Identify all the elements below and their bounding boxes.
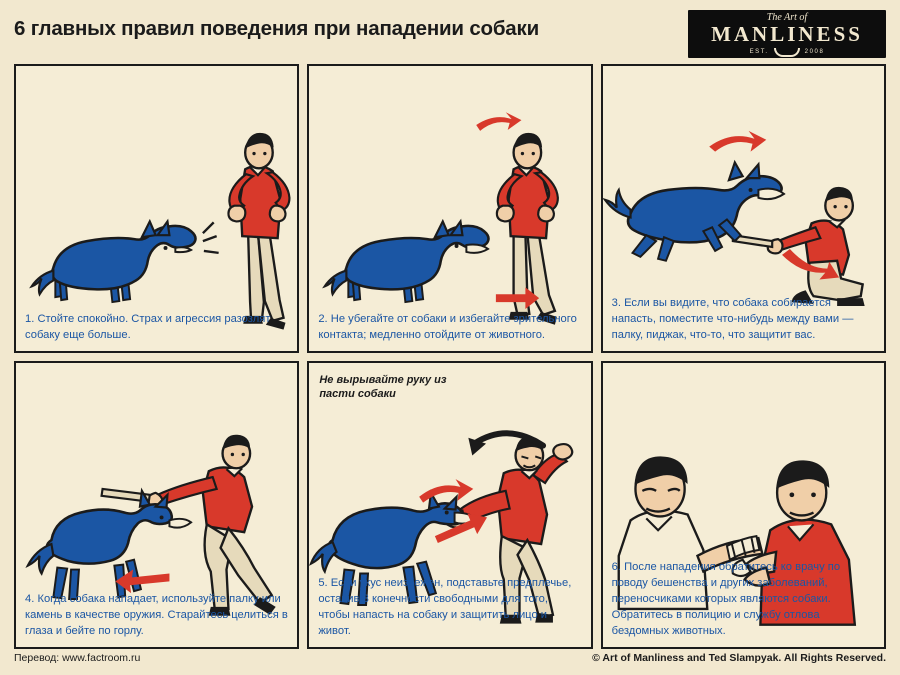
panel-1	[14, 64, 299, 353]
logo-est-text: EST.	[749, 48, 769, 55]
footer-translation-credit: Перевод: www.factroom.ru	[14, 652, 141, 664]
brand-logo	[688, 10, 886, 58]
header	[14, 10, 886, 58]
panel-4	[14, 361, 299, 650]
panel-6	[601, 361, 886, 650]
logo-main-text: MANLINESS	[711, 22, 863, 46]
panel-2-caption: 2. Не убегайте от собаки и избегайте зрительного контакта; медленно отойдите от животного.	[318, 312, 577, 341]
panel-5-note: Не вырывайте руку из пасти собаки	[319, 373, 447, 400]
panel-grid	[14, 64, 886, 649]
panel-3-caption: 3. Если вы видите, что собака собирается напасть, поместите что-нибудь между вами — палку, пиджак, что-то, что защитит вас.	[611, 296, 854, 341]
logo-year-text: 2008	[804, 48, 825, 55]
panel-2	[307, 64, 592, 353]
panel-5-caption: 5. Если укус неизбежен, подставьте предплечье, оставив 3 конечности свободными для того, чтобы напасть на собаку и защитить лицо и живот.	[318, 577, 572, 638]
mustache-icon	[774, 48, 800, 55]
footer-copyright: © Art of Manliness and Ted Slampyak. All Rights Reserved.	[592, 652, 886, 664]
panel-4-caption: 4. Когда собака нападает, используйте палку или камень в качестве оружия. Старайтесь целиться в глаза и бейте по горлу.	[25, 593, 288, 638]
logo-top-text: The Art of	[766, 12, 808, 23]
panel-5	[307, 361, 592, 650]
panel-3	[601, 64, 886, 353]
logo-sub	[750, 48, 825, 55]
panel-1-caption: 1. Стойте спокойно. Страх и агрессия разозлят собаку еще больше.	[25, 312, 271, 341]
page-title: 6 главных правил поведения при нападении собаки	[14, 17, 539, 40]
panel-6-caption: 6. После нападения обратитесь ко врачу по поводу бешенства и других заболеваний, переносчиками которых являются собаки. Обратитесь в полицию и службу отлова бездомных животных.	[611, 561, 841, 638]
footer	[14, 649, 886, 667]
